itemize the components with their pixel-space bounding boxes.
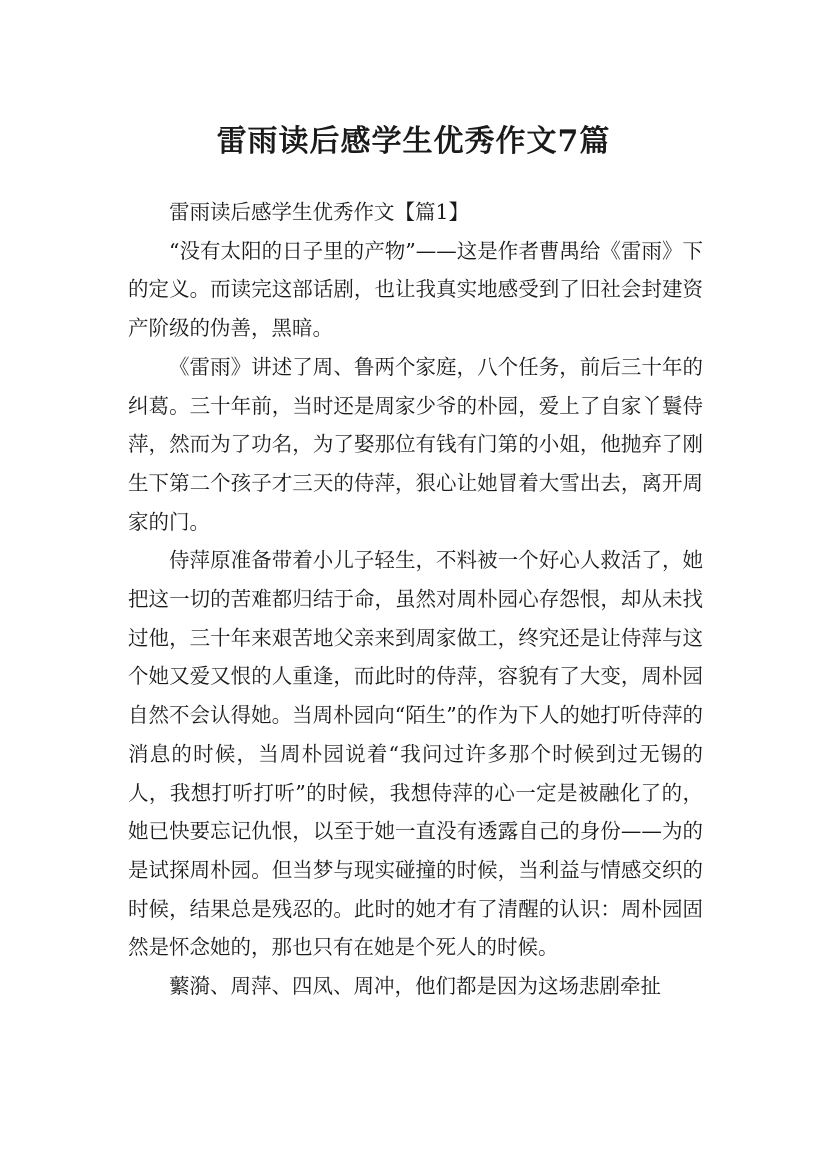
document-body [128, 193, 703, 1006]
paragraph-2: 《雷雨》讲述了周、鲁两个家庭，八个任务，前后三十年的纠葛。三十年前，当时还是周家少爷的朴园，爱上了自家丫鬟侍萍，然而为了功名，为了娶那位有钱有门第的小姐，他抛弃了刚生下第二个孩子才三天的侍萍，狠心让她冒着大雪出去，离开周家的门。 [128, 354, 703, 534]
section-heading: 雷雨读后感学生优秀作文【篇1】 [169, 200, 470, 224]
paragraph-3: 侍萍原准备带着小儿子轻生，不料被一个好心人救活了，她把这一切的苦难都归结于命，虽然对周朴园心存怨恨，却从未找过他，三十年来艰苦地父亲来到周家做工，终究还是让侍萍与这个她又爱又恨的人重逢，而此时的侍萍，容貌有了大变，周朴园自然不会认得她。当周朴园向“陌生”的作为下人的她打听侍萍的消息的时候，当周朴园说着“我问过许多那个时候到过无锡的人，我想打听打听”的时候，我想侍萍的心一定是被融化了的，她已快要忘记仇恨，以至于她一直没有透露自己的身份——为的是试探周朴园。但当梦与现实碰撞的时候，当利益与情感交织的时候，结果总是残忍的。此时的她才有了清醒的认识：周朴园固然是怀念她的，那也只有在她是个死人的时候。 [128, 548, 703, 960]
document-title: 雷雨读后感学生优秀作文7篇 [216, 124, 611, 160]
paragraph-1: “没有太阳的日子里的产物”——这是作者曹禺给《雷雨》下的定义。而读完这部话剧，也让我真实地感受到了旧社会封建资产阶级的伪善，黑暗。 [128, 238, 703, 341]
paragraph-4: 蘩漪、周萍、四凤、周冲，他们都是因为这场悲剧牵扯 [169, 974, 661, 999]
